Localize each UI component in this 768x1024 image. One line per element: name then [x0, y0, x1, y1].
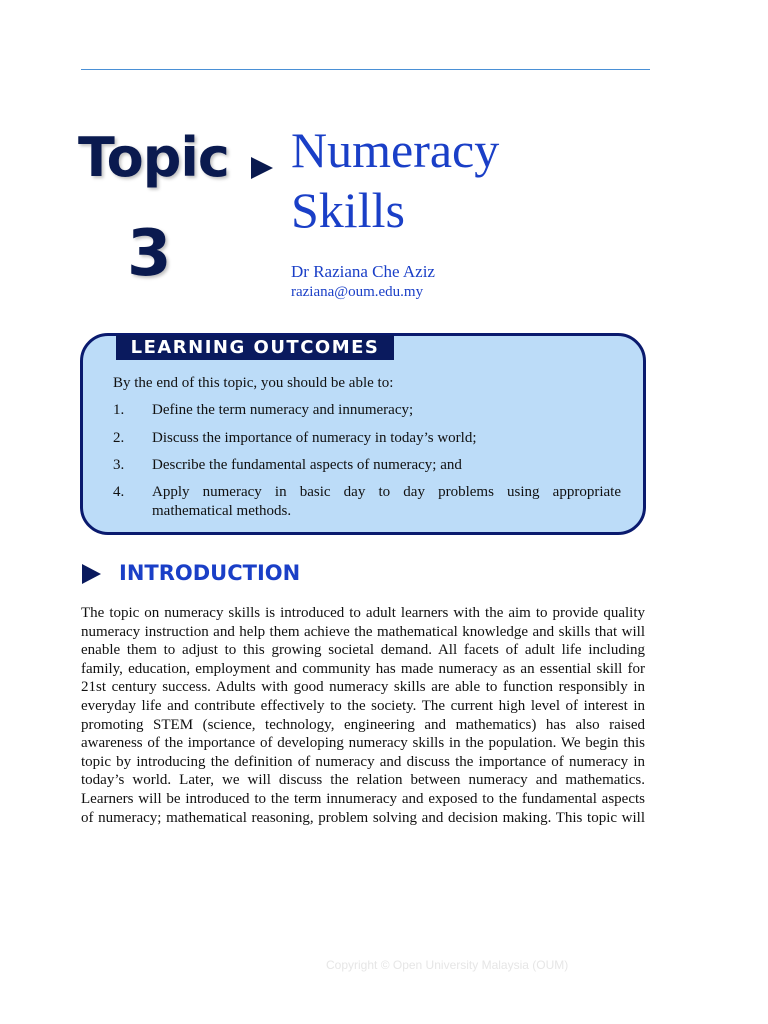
- page-title: [291, 120, 499, 240]
- outcome-text: Describe the fundamental aspects of numeracy; and: [152, 457, 462, 473]
- author-email: raziana@oum.edu.my: [291, 284, 424, 300]
- triangle-arrow-icon: [251, 157, 273, 179]
- author-name: Dr Raziana Che Aziz: [291, 262, 435, 281]
- top-rule: [81, 69, 650, 70]
- triangle-arrow-icon: [82, 564, 101, 584]
- copyright-watermark: Copyright © Open University Malaysia (OUM): [326, 958, 569, 972]
- topic-number: 3: [127, 217, 172, 291]
- page-title-line-1: Numeracy: [291, 122, 500, 178]
- outcome-text: Define the term numeracy and innumeracy;: [152, 402, 414, 418]
- outcome-number: 3.: [113, 457, 125, 473]
- outcome-text: Apply numeracy in basic day to day problems using appropriate mathematical methods.: [152, 484, 621, 519]
- outcome-text: Discuss the importance of numeracy in today’s world;: [152, 430, 477, 446]
- outcome-number: 2.: [113, 430, 125, 446]
- learning-outcomes-heading: LEARNING OUTCOMES: [116, 335, 394, 360]
- introduction-heading: INTRODUCTION: [119, 561, 301, 585]
- introduction-body: The topic on numeracy skills is introduced to adult learners with the aim to provide quality numeracy instruction and help them achieve the mathematical knowledge and skills that will enable them to adjust to this growing societal demand. All facets of adult life including family, education, employment and community has made numeracy as an essential skill for 21st century success. Adults with good numeracy skills are able to function responsibly in everyday life and contribute effectively to the society. The current high level of interest in promoting STEM (science, technology, engineering and mathematics) has also raised awareness of the importance of developing numeracy skills in the population. We begin this topic by introducing the definition of numeracy and discuss the importance of numeracy in today’s world. Later, we will discuss the relation between numeracy and mathematics. Learners will be introduced to the term innumeracy and exposed to the fundamental aspects of numeracy; mathematical reasoning, problem solving and decision making. This topic will: [81, 605, 645, 826]
- topic-label: Topic: [78, 126, 229, 189]
- learning-outcomes-intro: By the end of this topic, you should be able to:: [113, 375, 394, 391]
- page-title-line-2: Skills: [291, 182, 405, 238]
- outcome-number: 1.: [113, 402, 125, 418]
- outcome-number: 4.: [113, 484, 125, 500]
